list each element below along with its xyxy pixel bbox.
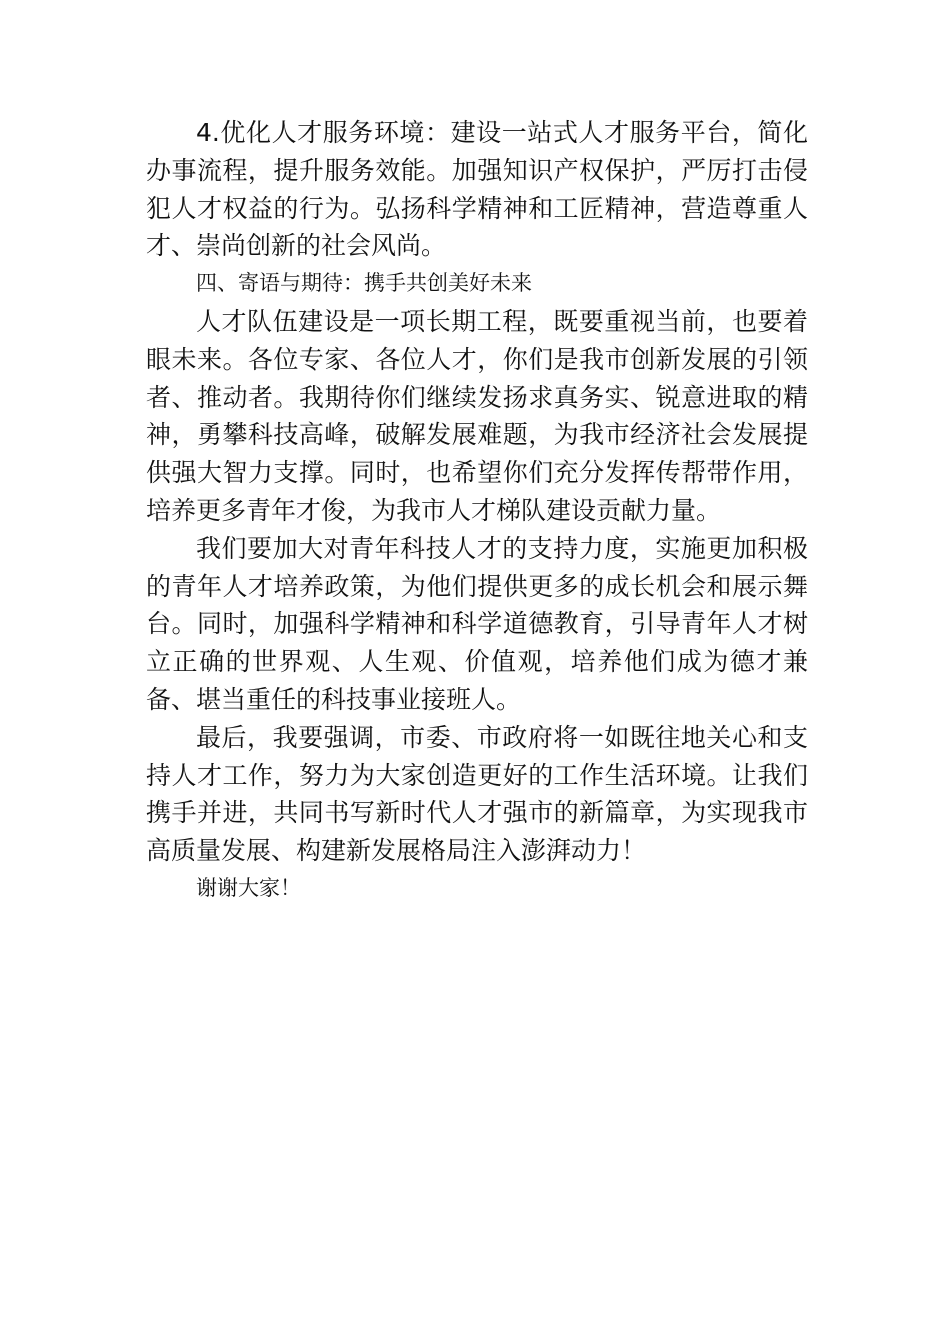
paragraph-talent-team: 人才队伍建设是一项长期工程，既要重视当前，也要着眼未来。各位专家、各位人才，你们是我市创新发展的引领者、推动者。我期待你们继续发扬求真务实、锐意进取的精神，勇攀科技高峰，破解发展难题，为我市经济社会发展提供强大智力支撑。同时，也希望你们充分发挥传帮带作用，培养更多青年才俊，为我市人才梯队建设贡献力量。 (146, 306, 808, 525)
paragraph-closing: 最后，我要强调，市委、市政府将一如既往地关心和支持人才工作，努力为大家创造更好的工作生活环境。让我们携手并进，共同书写新时代人才强市的新篇章，为实现我市高质量发展、构建新发展格局注入澎湃动力！ (146, 722, 808, 866)
paragraph-young-talent: 我们要加大对青年科技人才的支持力度，实施更加积极的青年人才培养政策，为他们提供更多的成长机会和展示舞台。同时，加强科学精神和科学道德教育，引导青年人才树立正确的世界观、人生观、价值观，培养他们成为德才兼备、堪当重任的科技事业接班人。 (146, 533, 808, 714)
document-body (146, 114, 808, 908)
paragraph-talent-service: 4.优化人才服务环境：建设一站式人才服务平台，简化办事流程，提升服务效能。加强知识产权保护，严厉打击侵犯人才权益的行为。弘扬科学精神和工匠精神，营造尊重人才、崇尚创新的社会风尚。 (146, 118, 808, 261)
paragraph-thanks: 谢谢大家！ (195, 875, 301, 900)
section-heading-4: 四、寄语与期待：携手共创美好未来 (195, 271, 532, 296)
